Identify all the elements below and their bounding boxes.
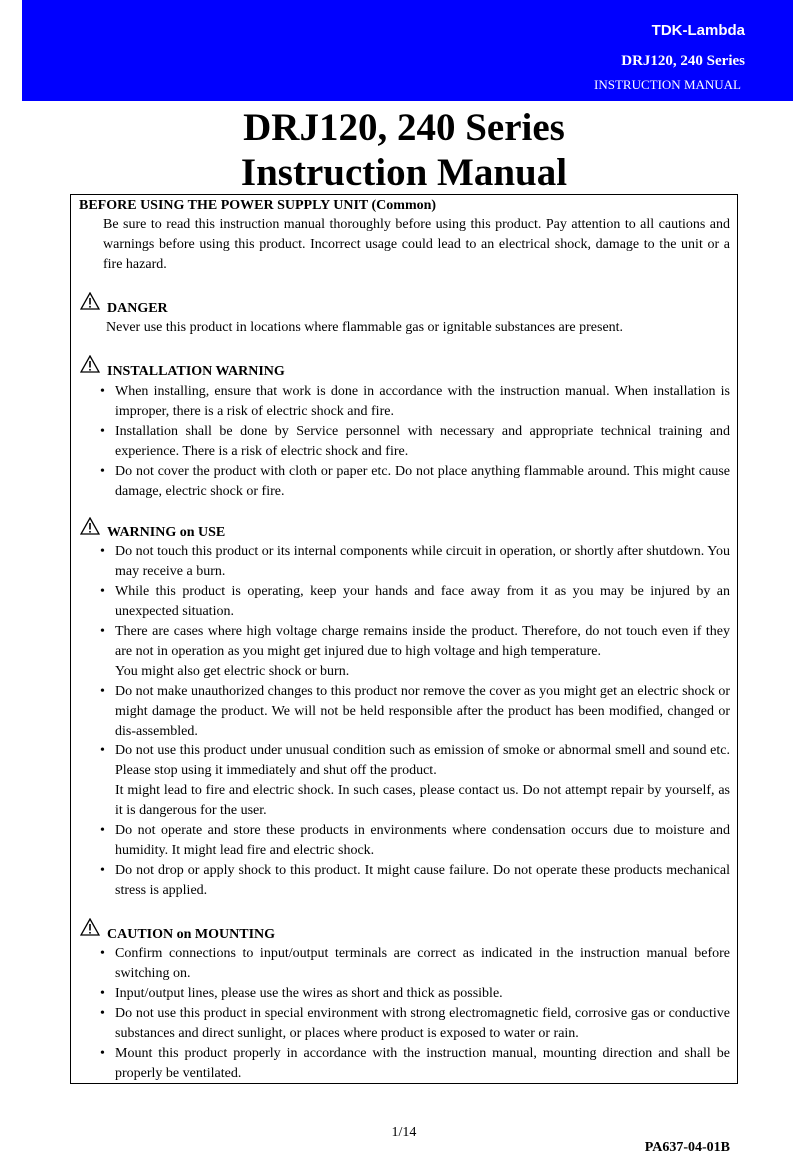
list-item: Do not cover the product with cloth or paper etc. Do not place anything flammable around. This might cause damage, electric shock or fire. bbox=[115, 464, 730, 499]
warning-triangle-icon bbox=[80, 292, 100, 310]
list-item: Do not use this product in special environment with strong electromagnetic field, corrosive gas or conductive substances and direct sunlight, or places where product is exposed to water or rain. bbox=[115, 1006, 730, 1041]
header-banner bbox=[22, 0, 793, 101]
intro-heading: BEFORE USING THE POWER SUPPLY UNIT (Common) bbox=[79, 198, 437, 213]
document-code: PA637-04-01B bbox=[644, 1140, 730, 1155]
installation-warning-label: INSTALLATION WARNING bbox=[107, 364, 285, 379]
bullet-icon: • bbox=[100, 584, 105, 599]
list-item-continuation: You might also get electric shock or burn. bbox=[115, 664, 350, 679]
document-title-line2: Instruction Manual bbox=[240, 151, 568, 194]
list-item: Do not operate and store these products in environments where condensation occurs due to moisture and humidity. It might lead fire and electric shock. bbox=[115, 823, 730, 858]
list-item: Do not drop or apply shock to this product. It might cause failure. Do not operate these products mechanical stress is applied. bbox=[115, 863, 730, 898]
list-item: When installing, ensure that work is done in accordance with the instruction manual. When installation is improper, there is a risk of electric shock and fire. bbox=[115, 384, 730, 419]
list-item: Do not make unauthorized changes to this product nor remove the cover as you might get an electric shock or might damage the product. We will not be held responsible after the product has been modified, changed or dis-assembled. bbox=[115, 684, 730, 739]
header-series: DRJ120, 240 Series bbox=[621, 53, 745, 69]
page-number: 1/14 bbox=[391, 1125, 417, 1140]
list-item: Mount this product properly in accordance with the instruction manual, mounting direction and shall be properly be ventilated. bbox=[115, 1046, 730, 1081]
bullet-icon: • bbox=[100, 823, 105, 838]
bullet-icon: • bbox=[100, 624, 105, 639]
bullet-icon: • bbox=[100, 464, 105, 479]
bullet-icon: • bbox=[100, 946, 105, 961]
list-item: Do not use this product under unusual condition such as emission of smoke or abnormal smell and sound etc. Please stop using it immediately and shut off the product. bbox=[115, 743, 730, 778]
safety-notice-box bbox=[70, 194, 738, 1084]
bullet-icon: • bbox=[100, 1006, 105, 1021]
list-item: There are cases where high voltage charge remains inside the product. Therefore, do not touch even if they are not in operation as you might get injured due to high voltage and high temperature. bbox=[115, 624, 730, 659]
bullet-icon: • bbox=[100, 684, 105, 699]
list-item: Do not touch this product or its internal components while circuit in operation, or shortly after shutdown. You may receive a burn. bbox=[115, 544, 730, 579]
warning-triangle-icon bbox=[80, 517, 100, 535]
danger-label: DANGER bbox=[107, 301, 168, 316]
list-item: Confirm connections to input/output terminals are correct as indicated in the instruction manual before switching on. bbox=[115, 946, 730, 981]
document-title-line1: DRJ120, 240 Series bbox=[243, 106, 565, 149]
caution-on-mounting-label: CAUTION on MOUNTING bbox=[107, 927, 276, 942]
brand-name: TDK-Lambda bbox=[651, 22, 745, 39]
warning-triangle-icon bbox=[80, 918, 100, 936]
list-item: Installation shall be done by Service personnel with necessary and appropriate technical training and experience. There is a risk of electric shock and fire. bbox=[115, 424, 730, 459]
bullet-icon: • bbox=[100, 863, 105, 878]
danger-text: Never use this product in locations where flammable gas or ignitable substances are present. bbox=[106, 320, 624, 335]
header-doc-type: INSTRUCTION MANUAL bbox=[594, 77, 741, 92]
list-item-continuation: It might lead to fire and electric shock. In such cases, please contact us. Do not attempt repair by yourself, as it is dangerous for the user. bbox=[115, 783, 730, 818]
list-item: Input/output lines, please use the wires as short and thick as possible. bbox=[115, 986, 503, 1001]
list-item: While this product is operating, keep your hands and face away from it as you may be injured by an unexpected situation. bbox=[115, 584, 730, 619]
warning-triangle-icon bbox=[80, 355, 100, 373]
warning-on-use-label: WARNING on USE bbox=[107, 525, 226, 540]
bullet-icon: • bbox=[100, 743, 105, 758]
bullet-icon: • bbox=[100, 384, 105, 399]
intro-text: Be sure to read this instruction manual thoroughly before using this product. Pay attention to all cautions and warnings before using this product. Incorrect usage could lead to an electrical shock, damage to the unit or a fire hazard. bbox=[103, 217, 730, 272]
bullet-icon: • bbox=[100, 986, 105, 1001]
bullet-icon: • bbox=[100, 1046, 105, 1061]
bullet-icon: • bbox=[100, 424, 105, 439]
bullet-icon: • bbox=[100, 544, 105, 559]
